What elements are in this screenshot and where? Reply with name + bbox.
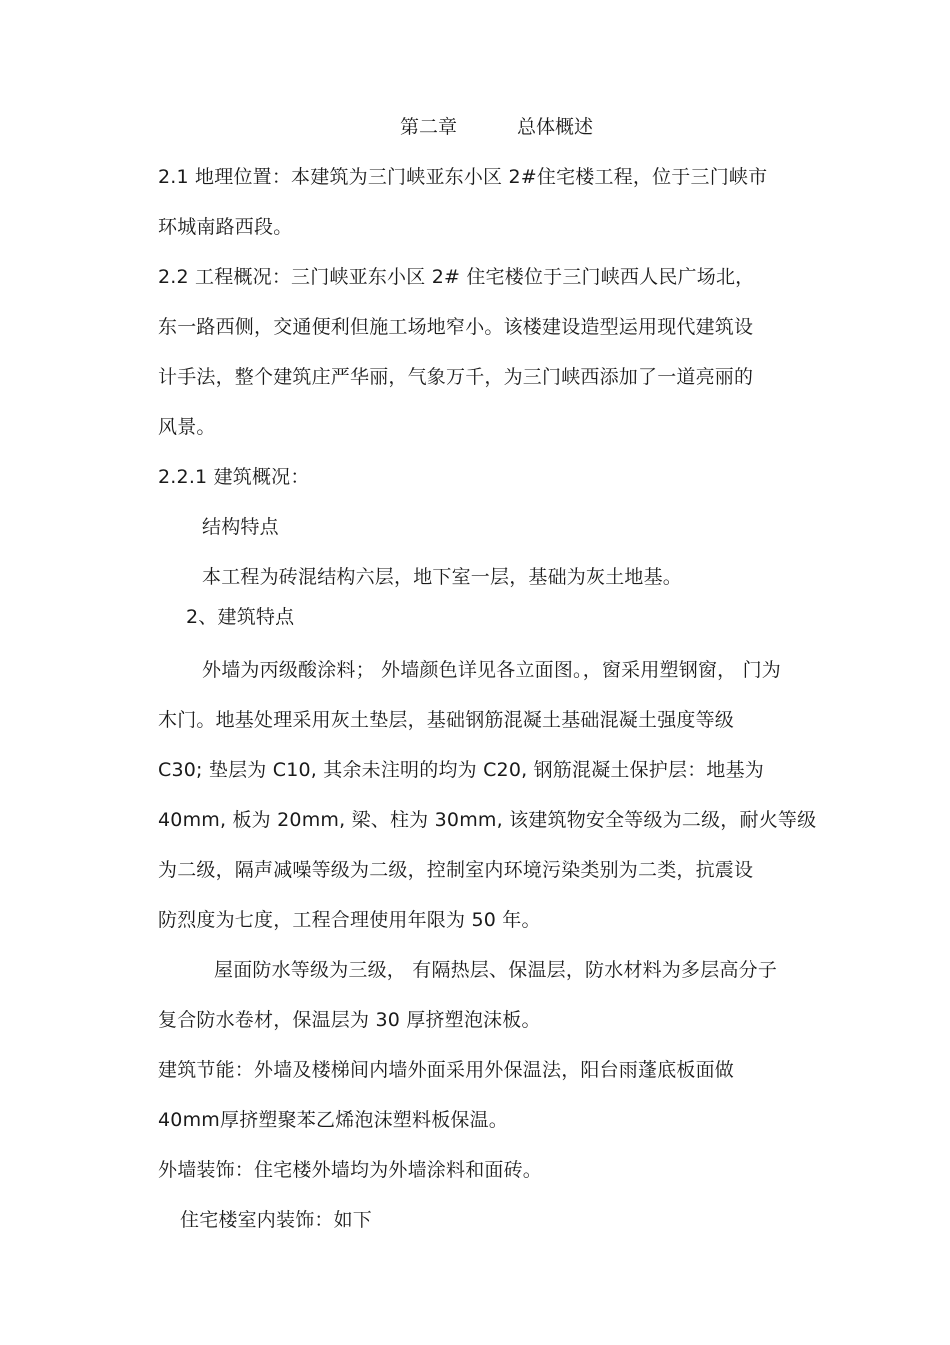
paragraph-line: 环城南路西段。 bbox=[158, 216, 293, 238]
subsection-heading: 2、建筑特点 bbox=[186, 606, 295, 628]
paragraph-line: 计手法，整个建筑庄严华丽，气象万千，为三门峡西添加了一道亮丽的 bbox=[158, 366, 754, 388]
paragraph-line: 2.1 地理位置：本建筑为三门峡亚东小区 2#住宅楼工程，位于三门峡市 bbox=[158, 166, 768, 188]
paragraph-line: 屋面防水等级为三级， 有隔热层、保温层，防水材料为多层高分子 bbox=[214, 959, 778, 981]
paragraph-line: 外墙装饰：住宅楼外墙均为外墙涂料和面砖。 bbox=[158, 1159, 543, 1181]
paragraph-line: 40mm厚挤塑聚苯乙烯泡沫塑料板保温。 bbox=[158, 1109, 508, 1131]
paragraph-line: 为二级，隔声减噪等级为二级，控制室内环境污染类别为二类，抗震设 bbox=[158, 859, 754, 881]
paragraph-line: 40mm, 板为 20mm, 梁、柱为 30mm, 该建筑物安全等级为二级，耐火等级 bbox=[158, 809, 817, 831]
paragraph-line: 防烈度为七度，工程合理使用年限为 50 年。 bbox=[158, 909, 541, 931]
paragraph-line: 风景。 bbox=[158, 416, 216, 438]
chapter-title bbox=[400, 115, 593, 139]
subsection-heading: 结构特点 bbox=[202, 516, 279, 538]
chapter-name: 总体概述 bbox=[517, 116, 594, 138]
chapter-number: 第二章 bbox=[400, 116, 458, 138]
paragraph-line: 建筑节能：外墙及楼梯间内墙外面采用外保温法，阳台雨蓬底板面做 bbox=[158, 1059, 735, 1081]
paragraph-line: 复合防水卷材，保温层为 30 厚挤塑泡沫板。 bbox=[158, 1009, 541, 1031]
section-heading: 2.2.1 建筑概况： bbox=[158, 466, 310, 488]
paragraph-line: 2.2 工程概况：三门峡亚东小区 2# 住宅楼位于三门峡西人民广场北， bbox=[158, 266, 755, 288]
paragraph-line: 外墙为丙级酸涂料； 外墙颜色详见各立面图。，窗采用塑钢窗， 门为 bbox=[202, 659, 781, 681]
paragraph-line: 住宅楼室内装饰：如下 bbox=[180, 1209, 373, 1231]
paragraph-line: 木门。地基处理采用灰土垫层，基础钢筋混凝土基础混凝土强度等级 bbox=[158, 709, 735, 731]
paragraph-line: C30; 垫层为 C10, 其余未注明的均为 C20, 钢筋混凝土保护层：地基为 bbox=[158, 759, 765, 781]
paragraph-line: 东一路西侧，交通便利但施工场地窄小。该楼建设造型运用现代建筑设 bbox=[158, 316, 754, 338]
paragraph-line: 本工程为砖混结构六层，地下室一层，基础为灰土地基。 bbox=[202, 566, 683, 588]
